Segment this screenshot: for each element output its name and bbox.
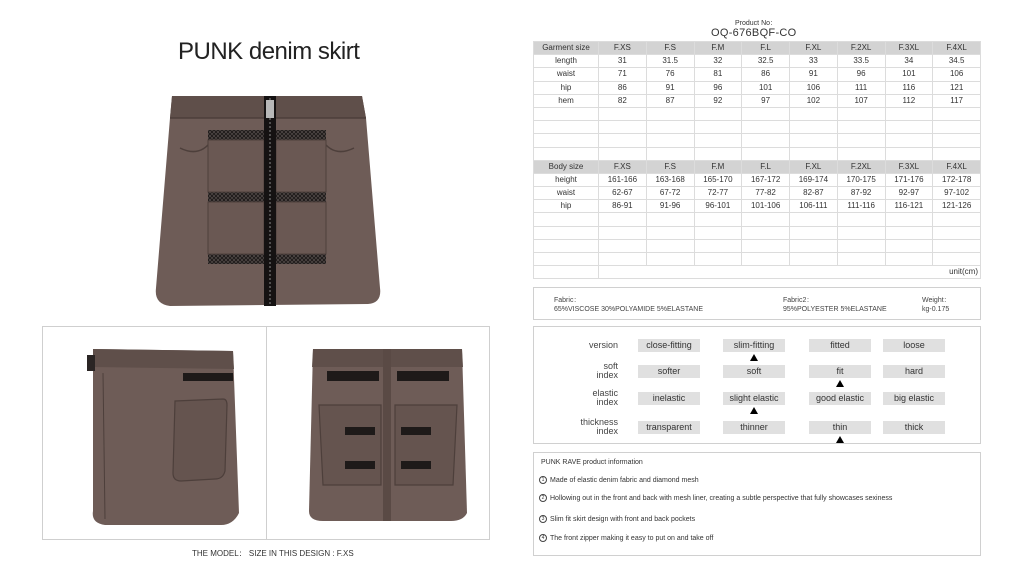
property-option: fit: [809, 365, 871, 378]
table-cell: [885, 226, 933, 239]
property-label: [534, 389, 618, 407]
table-cell: 112: [885, 94, 933, 107]
product-info-panel: [533, 452, 981, 556]
table-cell: [933, 253, 981, 266]
table-cell: F.4XL: [933, 160, 981, 173]
table-cell: [646, 147, 694, 160]
table-cell: [599, 253, 647, 266]
table-cell: 111-116: [837, 200, 885, 213]
garment-size-row: [534, 94, 981, 107]
info-list-item: [539, 515, 695, 523]
table-cell: 163-168: [646, 173, 694, 186]
garment-size-header: [534, 42, 981, 55]
property-option: close-fitting: [638, 339, 700, 352]
property-option: slim-fitting: [723, 339, 785, 352]
property-label-line2: index: [596, 370, 618, 380]
table-cell: F.2XL: [837, 42, 885, 55]
table-cell: F.4XL: [933, 42, 981, 55]
table-cell: 34.5: [933, 55, 981, 68]
property-label-line1: elastic: [592, 388, 618, 398]
table-cell: [646, 134, 694, 147]
table-cell: [933, 121, 981, 134]
table-cell: F.S: [646, 42, 694, 55]
body-size-header: [534, 160, 981, 173]
table-cell: [694, 107, 742, 120]
table-cell: 116: [885, 81, 933, 94]
table-cell: [534, 266, 599, 279]
table-cell: 31: [599, 55, 647, 68]
table-cell: [742, 134, 790, 147]
info-list-item: [539, 476, 699, 484]
table-cell: 170-175: [837, 173, 885, 186]
table-cell: [837, 239, 885, 252]
table-cell: 169-174: [790, 173, 838, 186]
table-cell: 167-172: [742, 173, 790, 186]
selected-marker-icon: [750, 407, 758, 414]
table-cell: [646, 253, 694, 266]
table-cell: 71: [599, 68, 647, 81]
table-cell: [534, 134, 599, 147]
table-cell: [837, 226, 885, 239]
model-size-note: THE MODEL： SIZE IN THIS DESIGN : F.XS: [192, 549, 354, 558]
table-cell: 92-97: [885, 187, 933, 200]
table-cell: 82-87: [790, 187, 838, 200]
table-cell: [933, 147, 981, 160]
table-cell: [742, 239, 790, 252]
table-blank-row: [534, 107, 981, 120]
size-table: [533, 41, 981, 279]
table-cell: [837, 121, 885, 134]
table-cell: 76: [646, 68, 694, 81]
table-blank-row: [534, 213, 981, 226]
table-cell: [694, 239, 742, 252]
table-blank-row: [534, 226, 981, 239]
table-cell: [933, 107, 981, 120]
table-cell: 165-170: [694, 173, 742, 186]
table-cell: [790, 107, 838, 120]
detail-photo-frame: [42, 326, 490, 540]
table-cell: [885, 253, 933, 266]
property-option: big elastic: [883, 392, 945, 405]
table-cell: [534, 226, 599, 239]
selected-marker-icon: [836, 436, 844, 443]
info-list-item: [539, 534, 713, 542]
table-cell: [646, 226, 694, 239]
table-cell: 111: [837, 81, 885, 94]
table-cell: 106-111: [790, 200, 838, 213]
weight-label: Weight：: [922, 297, 951, 304]
table-cell: 117: [933, 94, 981, 107]
body-size-row: [534, 173, 981, 186]
table-cell: 106: [790, 81, 838, 94]
table-cell: 86: [742, 68, 790, 81]
table-cell: [885, 121, 933, 134]
property-option: softer: [638, 365, 700, 378]
table-cell: [837, 147, 885, 160]
table-cell: hem: [534, 94, 599, 107]
table-cell: [790, 121, 838, 134]
fabric-panel: [533, 287, 981, 320]
property-option: inelastic: [638, 392, 700, 405]
photo-divider: [266, 327, 267, 539]
table-cell: [534, 253, 599, 266]
table-blank-row: [534, 239, 981, 252]
table-cell: F.3XL: [885, 160, 933, 173]
table-cell: [646, 239, 694, 252]
info-item-text: Made of elastic denim fabric and diamond mesh: [550, 476, 699, 484]
table-cell: 91: [790, 68, 838, 81]
property-option: loose: [883, 339, 945, 352]
garment-size-row: [534, 55, 981, 68]
table-cell: 92: [694, 94, 742, 107]
property-label: [534, 418, 618, 436]
table-cell: 116-121: [885, 200, 933, 213]
selected-marker-icon: [750, 354, 758, 361]
table-cell: [534, 239, 599, 252]
property-label-line2: index: [596, 426, 618, 436]
table-cell: [694, 121, 742, 134]
table-cell: 33.5: [837, 55, 885, 68]
table-cell: [599, 239, 647, 252]
table-cell: [534, 147, 599, 160]
table-cell: waist: [534, 68, 599, 81]
table-cell: [599, 121, 647, 134]
properties-panel: [533, 326, 981, 444]
table-cell: F.2XL: [837, 160, 885, 173]
table-cell: [534, 121, 599, 134]
property-option: slight elastic: [723, 392, 785, 405]
table-cell: 102: [790, 94, 838, 107]
table-cell: 72-77: [694, 187, 742, 200]
table-cell: height: [534, 173, 599, 186]
table-cell: 87-92: [837, 187, 885, 200]
property-option: thin: [809, 421, 871, 434]
property-label-line1: soft: [603, 361, 618, 371]
table-cell: [694, 147, 742, 160]
circled-number-icon: 4: [539, 534, 547, 542]
table-blank-row: [534, 134, 981, 147]
weight-value: kg-0.175: [922, 306, 950, 313]
table-cell: [694, 226, 742, 239]
fabric2-label: Fabric2：: [783, 297, 814, 304]
table-cell: F.M: [694, 42, 742, 55]
body-size-row: [534, 187, 981, 200]
table-cell: 101: [742, 81, 790, 94]
table-cell: 97: [742, 94, 790, 107]
table-cell: 106: [933, 68, 981, 81]
table-cell: [837, 134, 885, 147]
garment-size-row: [534, 81, 981, 94]
property-label-line1: thickness: [580, 417, 618, 427]
property-option: fitted: [809, 339, 871, 352]
table-blank-row: [534, 121, 981, 134]
table-cell: 107: [837, 94, 885, 107]
skirt-side-photo: [83, 343, 243, 528]
table-cell: 101: [885, 68, 933, 81]
table-cell: [599, 134, 647, 147]
table-cell: 121: [933, 81, 981, 94]
table-cell: [933, 239, 981, 252]
property-label: [534, 341, 618, 350]
table-cell: F.L: [742, 42, 790, 55]
table-cell: 67-72: [646, 187, 694, 200]
table-blank-row: [534, 147, 981, 160]
table-cell: [790, 253, 838, 266]
table-cell: [742, 213, 790, 226]
garment-size-row: [534, 68, 981, 81]
property-label: [534, 362, 618, 380]
product-no: OQ-676BQF-CO: [711, 27, 797, 39]
fabric2-value: 95%POLYESTER 5%ELASTANE: [783, 306, 887, 313]
fabric1-label: Fabric：: [554, 297, 581, 304]
table-cell: [933, 226, 981, 239]
info-item-text: Hollowing out in the front and back with mesh liner, creating a subtle perspective that fully showcases sexiness: [550, 494, 893, 502]
product-no-label: Product No：: [735, 20, 778, 27]
table-cell: 77-82: [742, 187, 790, 200]
table-cell: [742, 226, 790, 239]
table-cell: [694, 253, 742, 266]
table-cell: 87: [646, 94, 694, 107]
property-option: soft: [723, 365, 785, 378]
circled-number-icon: 2: [539, 494, 547, 502]
table-cell: [885, 213, 933, 226]
table-cell: 172-178: [933, 173, 981, 186]
table-cell: F.XL: [790, 42, 838, 55]
table-cell: Garment size: [534, 42, 599, 55]
unit-label: unit(cm): [599, 266, 981, 279]
table-cell: F.L: [742, 160, 790, 173]
product-title: PUNK denim skirt: [178, 38, 360, 65]
table-cell: [694, 134, 742, 147]
table-cell: F.S: [646, 160, 694, 173]
table-cell: [534, 107, 599, 120]
table-cell: 86-91: [599, 200, 647, 213]
table-cell: F.XL: [790, 160, 838, 173]
table-cell: [885, 239, 933, 252]
table-cell: waist: [534, 187, 599, 200]
table-cell: [599, 213, 647, 226]
table-cell: 62-67: [599, 187, 647, 200]
table-cell: [885, 147, 933, 160]
table-cell: 96: [837, 68, 885, 81]
table-cell: 96-101: [694, 200, 742, 213]
table-cell: [933, 213, 981, 226]
table-cell: F.XS: [599, 160, 647, 173]
table-cell: 33: [790, 55, 838, 68]
unit-row: [534, 266, 981, 279]
table-cell: Body size: [534, 160, 599, 173]
table-cell: [742, 107, 790, 120]
table-cell: 81: [694, 68, 742, 81]
table-cell: F.XS: [599, 42, 647, 55]
table-cell: 82: [599, 94, 647, 107]
table-cell: hip: [534, 200, 599, 213]
skirt-back-photo: [305, 345, 470, 523]
table-cell: [646, 107, 694, 120]
table-cell: [790, 213, 838, 226]
property-option: thinner: [723, 421, 785, 434]
table-cell: 97-102: [933, 187, 981, 200]
fabric1-value: 65%VISCOSE 30%POLYAMIDE 5%ELASTANE: [554, 306, 704, 313]
table-cell: [694, 213, 742, 226]
table-cell: 31.5: [646, 55, 694, 68]
table-cell: [790, 147, 838, 160]
property-label-line1: version: [588, 340, 618, 350]
table-cell: [790, 226, 838, 239]
table-cell: 86: [599, 81, 647, 94]
table-cell: 161-166: [599, 173, 647, 186]
info-title: PUNK RAVE product information: [541, 459, 643, 466]
table-cell: [837, 253, 885, 266]
table-cell: 121-126: [933, 200, 981, 213]
info-item-text: The front zipper making it easy to put on and take off: [550, 534, 714, 542]
property-option: transparent: [638, 421, 700, 434]
property-option: good elastic: [809, 392, 871, 405]
table-cell: [790, 239, 838, 252]
table-cell: 171-176: [885, 173, 933, 186]
property-option: hard: [883, 365, 945, 378]
info-list-item: [539, 494, 892, 502]
table-cell: 91-96: [646, 200, 694, 213]
table-cell: [742, 253, 790, 266]
table-cell: [646, 121, 694, 134]
skirt-front-photo: [140, 88, 400, 316]
property-option: thick: [883, 421, 945, 434]
selected-marker-icon: [836, 380, 844, 387]
table-cell: 32: [694, 55, 742, 68]
table-cell: [885, 134, 933, 147]
table-cell: 101-106: [742, 200, 790, 213]
table-cell: [742, 147, 790, 160]
table-cell: [837, 213, 885, 226]
table-cell: length: [534, 55, 599, 68]
table-cell: [933, 134, 981, 147]
table-cell: [599, 226, 647, 239]
info-item-text: Slim fit skirt design with front and back pockets: [550, 515, 696, 523]
table-cell: F.3XL: [885, 42, 933, 55]
table-cell: [599, 147, 647, 160]
table-cell: 91: [646, 81, 694, 94]
table-cell: 34: [885, 55, 933, 68]
table-cell: 32.5: [742, 55, 790, 68]
table-cell: F.M: [694, 160, 742, 173]
table-cell: [742, 121, 790, 134]
body-size-row: [534, 200, 981, 213]
table-cell: [599, 107, 647, 120]
table-cell: [646, 213, 694, 226]
table-blank-row: [534, 253, 981, 266]
circled-number-icon: 3: [539, 515, 547, 523]
table-cell: [885, 107, 933, 120]
table-cell: [790, 134, 838, 147]
table-cell: hip: [534, 81, 599, 94]
table-cell: [837, 107, 885, 120]
circled-number-icon: 1: [539, 476, 547, 484]
property-label-line2: index: [596, 397, 618, 407]
table-cell: [534, 213, 599, 226]
table-cell: 96: [694, 81, 742, 94]
